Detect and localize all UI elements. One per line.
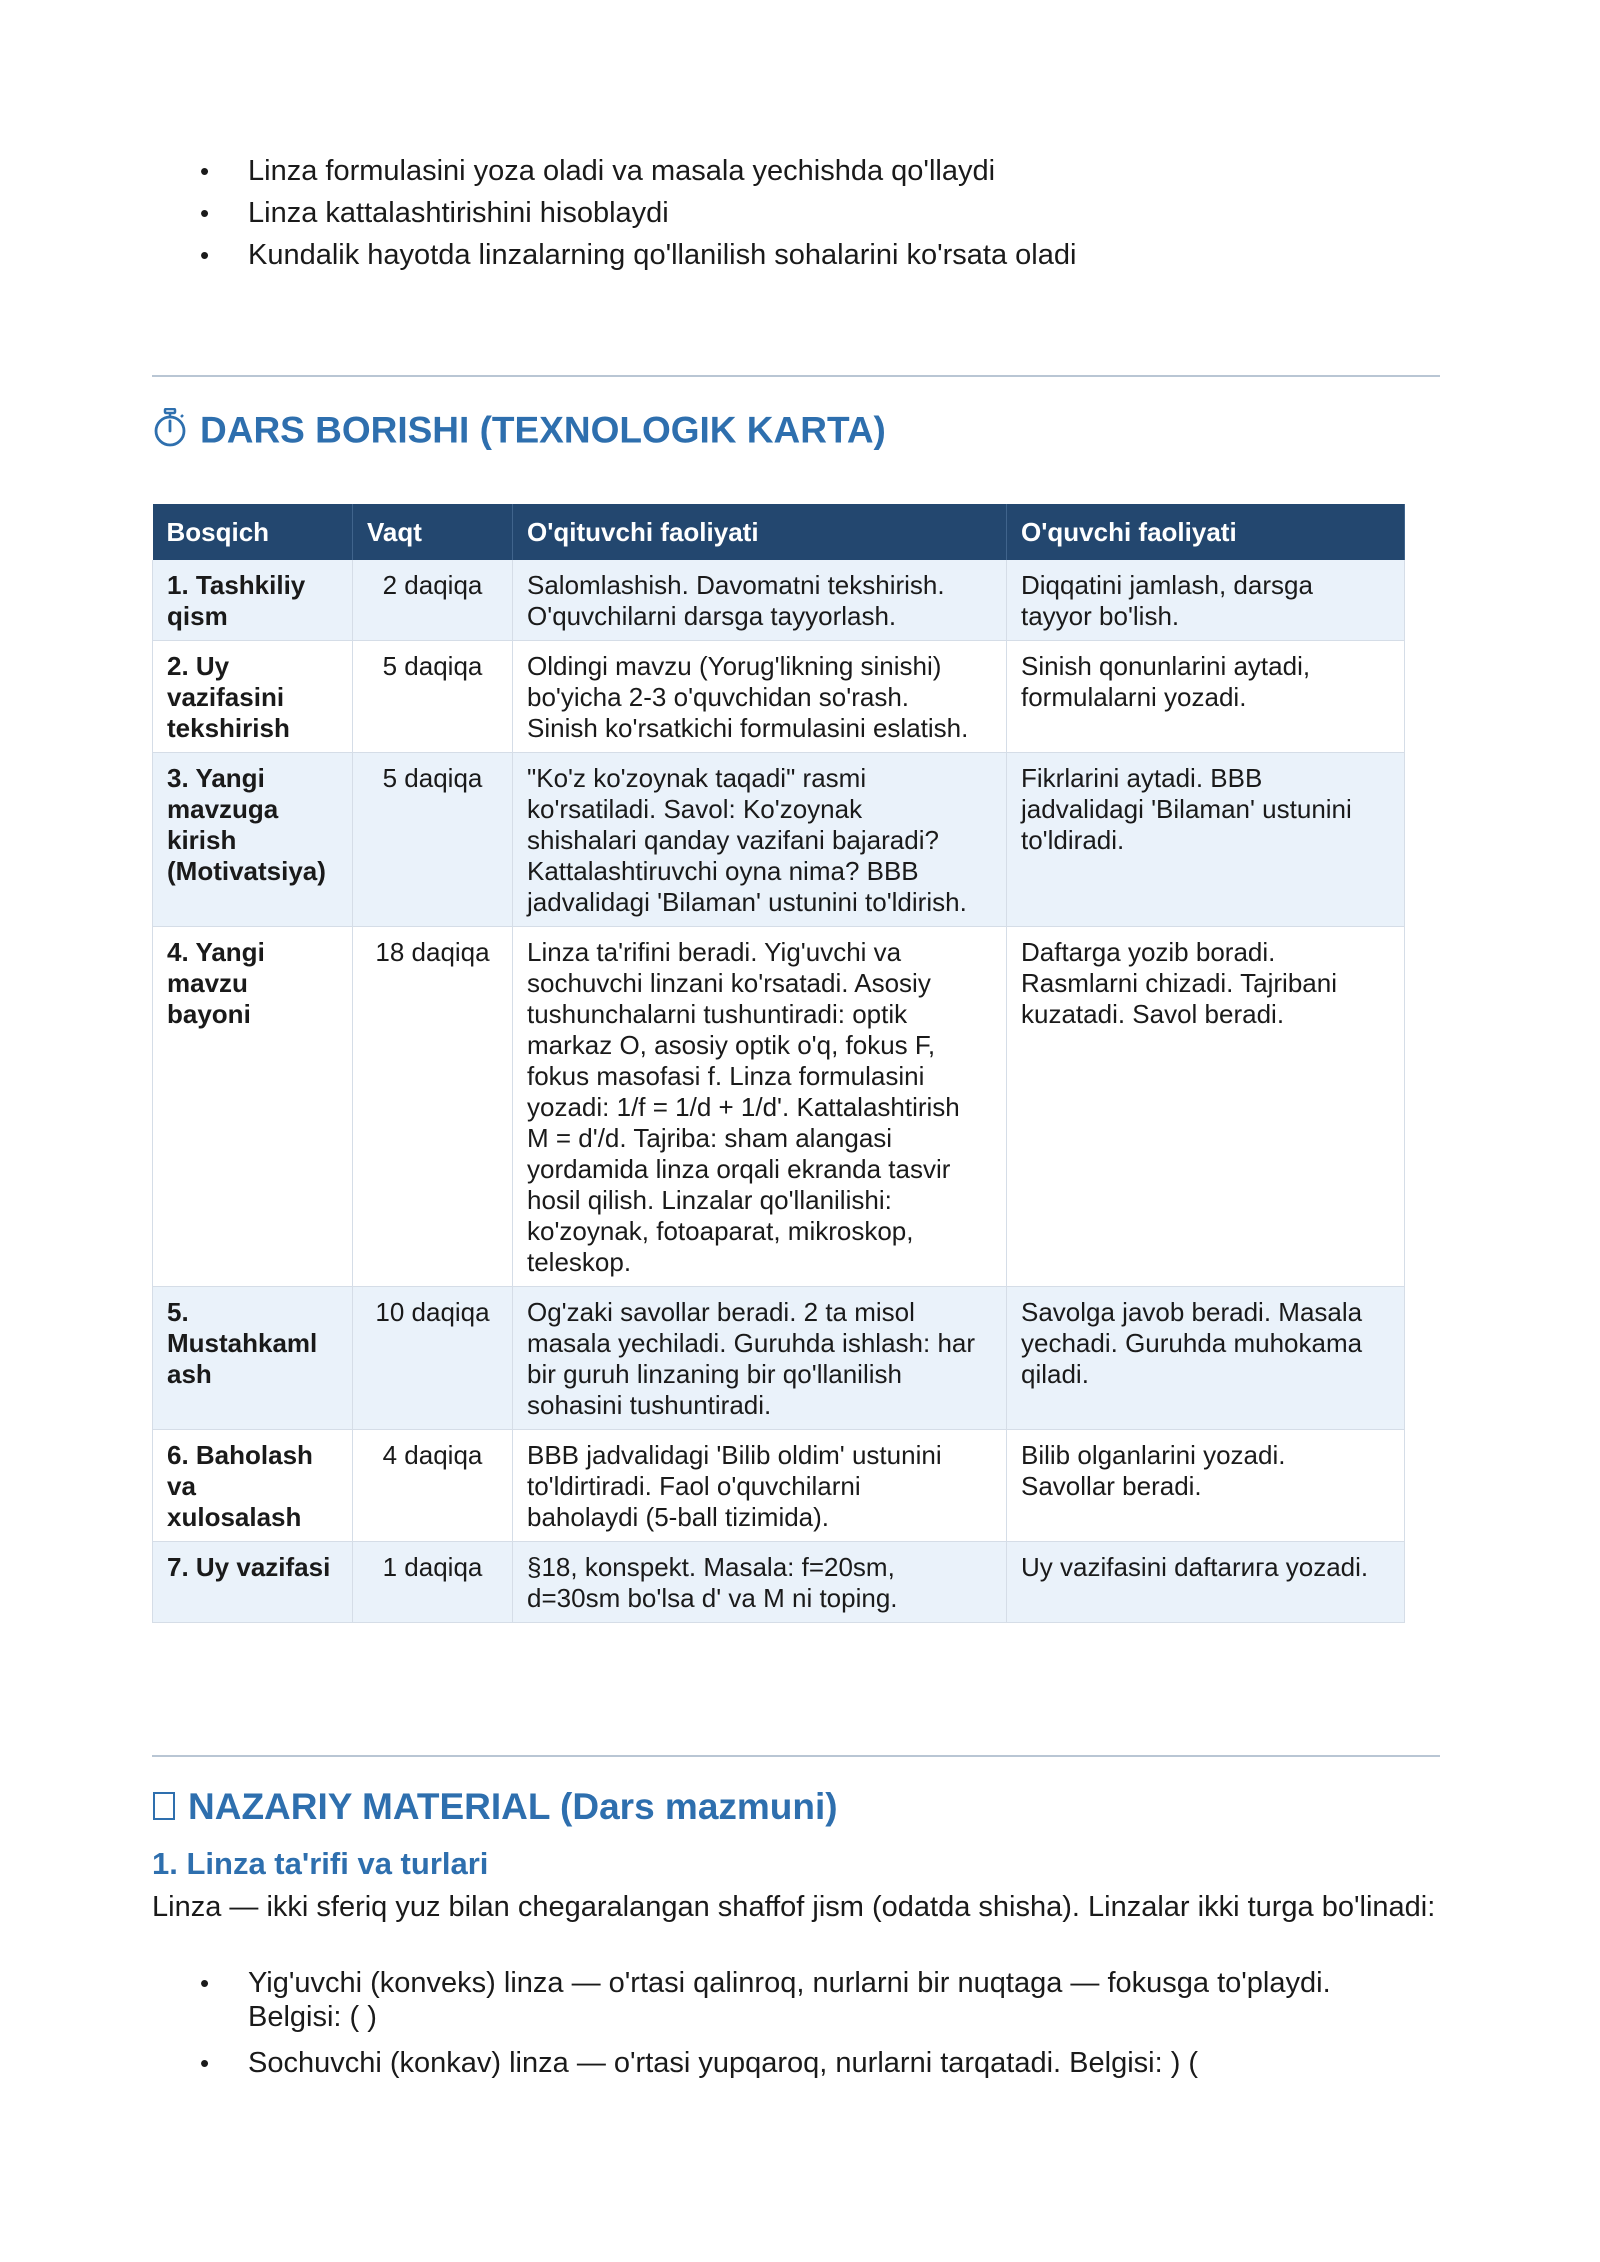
- teacher-activity-cell: Salomlashish. Davomatni tekshirish. O'quvchilarni darsga tayyorlash.: [513, 560, 1007, 641]
- theory-subtitle: 1. Linza ta'rifi va turlari: [152, 1846, 489, 1881]
- bullet-icon: •: [200, 2048, 210, 2078]
- student-activity-cell: Bilib olganlarini yozadi. Savollar beradi.: [1007, 1430, 1405, 1542]
- column-header: Bosqich: [153, 504, 353, 560]
- table-row: [153, 927, 1405, 1287]
- student-activity-cell: Savolga javob beradi. Masala yechadi. Guruhda muhokama qiladi.: [1007, 1287, 1405, 1430]
- teacher-activity-cell: "Ko'z ko'zoynak taqadi" rasmi ko'rsatiladi. Savol: Ko'zoynak shishalari qanday vazifani bajaradi? Kattalashtiruvchi oyna nima? BBB jadvalidagi 'Bilaman' ustunini to'ldirish.: [513, 753, 1007, 927]
- stopwatch-icon: [152, 408, 188, 457]
- bullet-icon: •: [200, 1968, 210, 1998]
- bullet-icon: •: [200, 240, 210, 270]
- time-cell: 10 daqiqa: [353, 1287, 513, 1430]
- bullet-icon: •: [200, 156, 210, 186]
- book-icon: [152, 1788, 176, 1830]
- table-row: [153, 1430, 1405, 1542]
- list-item: • Linza kattalashtirishini hisoblaydi: [152, 192, 1452, 234]
- stage-cell: 5. Mustahkaml ash: [153, 1287, 353, 1430]
- stage-cell: 1. Tashkiliy qism: [153, 560, 353, 641]
- stage-cell: 6. Baholash va xulosalash: [153, 1430, 353, 1542]
- table-row: [153, 1287, 1405, 1430]
- teacher-activity-cell: Og'zaki savollar beradi. 2 ta misol masala yechiladi. Guruhda ishlash: har bir guruh linzaning bir qo'llanilish sohasini tushuntiradi.: [513, 1287, 1007, 1430]
- table-row: [153, 1542, 1405, 1623]
- time-cell: 5 daqiqa: [353, 641, 513, 753]
- list-item: • Yig'uvchi (konveks) linza — o'rtasi qalinroq, nurlarni bir nuqtaga — fokusga to'playdi. Belgisi: ( ): [200, 1967, 1331, 2033]
- lens-types-list: [152, 1966, 1440, 2092]
- lesson-plan-table: [152, 504, 1405, 1623]
- list-item: • Kundalik hayotda linzalarning qo'llanilish sohalarini ko'rsata oladi: [152, 234, 1452, 276]
- stage-cell: 4. Yangi mavzu bayoni: [153, 927, 353, 1287]
- time-cell: 5 daqiqa: [353, 753, 513, 927]
- student-activity-cell: Sinish qonunlarini aytadi, formulalarni yozadi.: [1007, 641, 1405, 753]
- table-row: [153, 641, 1405, 753]
- teacher-activity-cell: §18, konspekt. Masala: f=20sm, d=30sm bo'lsa d' va M ni toping.: [513, 1542, 1007, 1623]
- student-activity-cell: Daftarga yozib boradi. Rasmlarni chizadi. Tajribani kuzatadi. Savol beradi.: [1007, 927, 1405, 1287]
- objectives-list: [152, 150, 1452, 276]
- bullet-icon: •: [200, 198, 210, 228]
- table-row: [153, 753, 1405, 927]
- teacher-activity-cell: Oldingi mavzu (Yorug'likning sinishi) bo'yicha 2-3 o'quvchidan so'rash. Sinish ko'rsatkichi formulasini eslatish.: [513, 641, 1007, 753]
- student-activity-cell: Diqqatini jamlash, darsga tayyor bo'lish.: [1007, 560, 1405, 641]
- time-cell: 18 daqiqa: [353, 927, 513, 1287]
- time-cell: 4 daqiqa: [353, 1430, 513, 1542]
- column-header: O'quvchi faoliyati: [1007, 504, 1405, 560]
- teacher-activity-cell: BBB jadvalidagi 'Bilib oldim' ustunini to'ldirtiradi. Faol o'quvchilarni baholaydi (5-ball tizimida).: [513, 1430, 1007, 1542]
- stage-cell: 2. Uy vazifasini tekshirish: [153, 641, 353, 753]
- table-row: [153, 560, 1405, 641]
- list-item: • Linza formulasini yoza oladi va masala yechishda qo'llaydi: [152, 150, 1452, 192]
- section-divider: [152, 1755, 1440, 1757]
- stage-cell: 7. Uy vazifasi: [153, 1542, 353, 1623]
- theory-heading: NAZARIY MATERIAL (Dars mazmuni): [152, 1786, 838, 1830]
- list-item: • Sochuvchi (konkav) linza — o'rtasi yupqaroq, nurlarni tarqatadi. Belgisi: ) (: [200, 2047, 1199, 2079]
- student-activity-cell: Fikrlarini aytadi. BBB jadvalidagi 'Bilaman' ustunini to'ldiradi.: [1007, 753, 1405, 927]
- table-header-row: [153, 504, 1405, 560]
- column-header: Vaqt: [353, 504, 513, 560]
- column-header: O'qituvchi faoliyati: [513, 504, 1007, 560]
- section-divider: [152, 375, 1440, 377]
- theory-intro: Linza — ikki sferiq yuz bilan chegaralangan shaffof jism (odatda shisha). Linzalar ikki turga bo'linadi:: [152, 1891, 1436, 1923]
- stage-cell: 3. Yangi mavzuga kirish (Motivatsiya): [153, 753, 353, 927]
- student-activity-cell: Uy vazifasini daftarига yozadi.: [1007, 1542, 1405, 1623]
- time-cell: 2 daqiqa: [353, 560, 513, 641]
- teacher-activity-cell: Linza ta'rifini beradi. Yig'uvchi va sochuvchi linzani ko'rsatadi. Asosiy tushunchalarni tushuntiradi: optik markaz O, asosiy optik o'q, fokus F, fokus masofasi f. Linza formulasini yozadi: 1/f = 1/d + 1/d'. Kattalashtirish M = d'/d. Tajriba: sham alangasi yordamida linza orqali ekranda tasvir hosil qilish. Linzalar qo'llanilishi: ko'zoynak, fotoaparat, mikroskop, teleskop.: [513, 927, 1007, 1287]
- lesson-flow-heading: DARS BORISHI (TEXNOLOGIK KARTA): [152, 408, 886, 457]
- time-cell: 1 daqiqa: [353, 1542, 513, 1623]
